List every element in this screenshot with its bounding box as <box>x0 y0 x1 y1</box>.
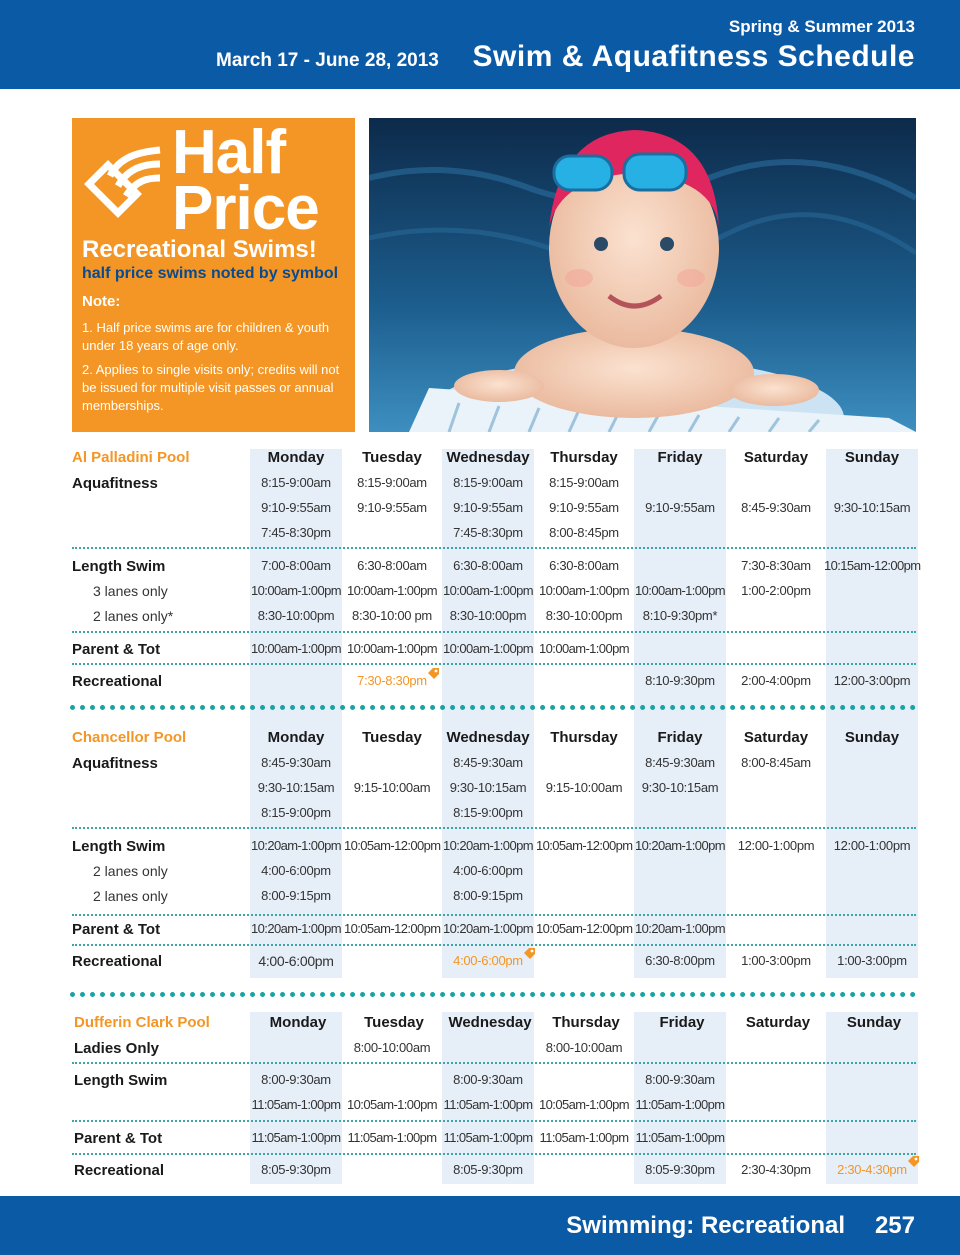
time-cell: 8:10-9:30pm* <box>642 608 718 623</box>
category-ladies-only: Ladies Only <box>74 1040 160 1057</box>
time-cell: 6:30-8:00pm <box>645 953 715 968</box>
day-header: Thursday <box>552 1014 620 1031</box>
time-cell: 8:00-9:30am <box>645 1072 715 1087</box>
time-cell: 8:45-9:30am <box>453 755 523 770</box>
time-cell: 8:00-10:00am <box>545 1040 623 1055</box>
time-cell: 10:00am-1:00pm <box>251 641 341 656</box>
page-title: Swim & Aquafitness Schedule <box>472 40 915 73</box>
half-price-promo <box>72 118 355 432</box>
time-cell: 9:30-10:15am <box>449 780 527 795</box>
time-cell: 11:05am-1:00pm <box>251 1130 341 1145</box>
time-cell: 11:05am-1:00pm <box>635 1130 725 1145</box>
time-cell: 10:00am-1:00pm <box>443 583 533 598</box>
time-cell: 7:00-8:00am <box>261 558 331 573</box>
time-cell: 9:30-10:15am <box>641 780 719 795</box>
promo-half: Half <box>172 118 286 187</box>
half-price-time-cell: 4:00-6:00pm <box>453 953 523 968</box>
day-header: Saturday <box>743 729 809 746</box>
promo-note-2: 2. Applies to single visits only; credits will not be issued for multiple visit passes or annual memberships. <box>82 362 340 413</box>
page-footer <box>0 1196 960 1255</box>
footer-section-label: Swimming: Recreational <box>566 1212 845 1239</box>
promo-note-1: 1. Half price swims are for children & youth under 18 years of age only. <box>82 320 330 353</box>
col-sunday-band <box>824 449 921 978</box>
time-cell: 8:45-9:30am <box>645 755 715 770</box>
time-cell: 8:05-9:30pm <box>645 1162 715 1177</box>
time-cell: 10:05am-12:00pm <box>536 838 633 853</box>
category-parent-tot: Parent & Tot <box>72 641 161 658</box>
time-cell: 8:30-10:00pm <box>545 608 623 623</box>
promo-note-label: Note: <box>82 293 121 310</box>
time-cell: 10:20am-1:00pm <box>635 838 725 853</box>
day-header: Saturday <box>743 449 809 466</box>
half-price-time-cell: 7:30-8:30pm <box>357 673 427 688</box>
category-parent-tot: Parent & Tot <box>74 1130 163 1147</box>
half-price-tag-icon <box>523 948 536 959</box>
day-header: Tuesday <box>362 729 422 746</box>
time-cell: 9:10-9:55am <box>453 500 523 515</box>
row-divider <box>72 1120 916 1122</box>
time-cell: 10:05am-1:00pm <box>347 1097 437 1112</box>
time-cell: 10:20am-1:00pm <box>443 921 533 936</box>
time-cell: 1:00-3:00pm <box>741 953 811 968</box>
time-cell: 8:00-8:45pm <box>549 525 619 540</box>
time-cell: 8:00-10:00am <box>353 1040 431 1055</box>
row-divider <box>72 663 916 665</box>
time-cell: 2:00-4:00pm <box>741 673 811 688</box>
time-cell: 7:45-8:30pm <box>261 525 331 540</box>
category-length-swim: Length Swim <box>72 838 166 855</box>
day-header: Wednesday <box>448 1014 532 1031</box>
time-cell: 11:05am-1:00pm <box>635 1097 725 1112</box>
time-cell: 8:00-9:30am <box>261 1072 331 1087</box>
day-header: Sunday <box>844 449 900 466</box>
date-range: March 17 - June 28, 2013 <box>216 50 439 71</box>
time-cell: 10:00am-1:00pm <box>539 583 629 598</box>
time-cell: 8:00-9:15pm <box>453 888 523 903</box>
pool-title: Dufferin Clark Pool <box>74 1014 210 1031</box>
subcategory-label: 2 lanes only <box>93 863 168 879</box>
time-cell: 4:00-6:00pm <box>261 863 331 878</box>
time-cell: 9:10-9:55am <box>645 500 715 515</box>
section-divider <box>70 705 916 710</box>
time-cell: 8:15-9:00pm <box>261 805 331 820</box>
day-header: Tuesday <box>362 449 422 466</box>
time-cell: 9:15-10:00am <box>353 780 431 795</box>
time-cell: 10:05am-12:00pm <box>344 838 441 853</box>
time-cell: 10:05am-12:00pm <box>344 921 441 936</box>
time-cell: 8:15-9:00pm <box>453 805 523 820</box>
time-cell: 11:05am-1:00pm <box>443 1097 533 1112</box>
time-cell: 9:30-10:15am <box>257 780 335 795</box>
row-divider <box>72 1062 916 1064</box>
day-header: Sunday <box>844 729 900 746</box>
page-header <box>0 0 960 89</box>
time-cell: 12:00-1:00pm <box>833 838 911 853</box>
day-header: Monday <box>269 1014 327 1031</box>
time-cell: 11:05am-1:00pm <box>539 1130 629 1145</box>
day-header: Friday <box>657 729 703 746</box>
col-friday-band <box>634 449 726 978</box>
time-cell: 10:00am-1:00pm <box>347 583 437 598</box>
category-length-swim: Length Swim <box>72 558 166 575</box>
time-cell: 11:05am-1:00pm <box>443 1130 533 1145</box>
day-header: Thursday <box>550 449 618 466</box>
time-cell: 8:30-10:00pm <box>449 608 527 623</box>
time-cell: 6:30-8:00am <box>453 558 523 573</box>
category-parent-tot: Parent & Tot <box>72 921 161 938</box>
time-cell: 8:05-9:30pm <box>453 1162 523 1177</box>
day-header: Thursday <box>550 729 618 746</box>
pool-title: Chancellor Pool <box>72 729 187 746</box>
time-cell: 10:15am-12:00pm <box>824 558 921 573</box>
time-cell: 8:00-8:45am <box>741 755 811 770</box>
time-cell: 1:00-2:00pm <box>741 583 811 598</box>
promo-price: Price <box>172 174 319 243</box>
time-cell: 10:00am-1:00pm <box>443 641 533 656</box>
row-divider <box>72 914 916 916</box>
day-header: Friday <box>659 1014 705 1031</box>
time-cell: 8:15-9:00am <box>549 475 619 490</box>
time-cell: 9:30-10:15am <box>833 500 911 515</box>
day-header: Wednesday <box>446 729 530 746</box>
promo-symbol-note: half price swims noted by symbol <box>82 265 339 282</box>
time-cell: 12:00-1:00pm <box>737 838 815 853</box>
time-cell: 2:30-4:30pm <box>741 1162 811 1177</box>
half-price-time-cell: 2:30-4:30pm <box>837 1162 907 1177</box>
time-cell: 8:45-9:30am <box>741 500 811 515</box>
time-cell: 1:00-3:00pm <box>837 953 907 968</box>
day-header: Friday <box>657 449 703 466</box>
row-divider <box>72 944 916 946</box>
day-header: Monday <box>267 449 325 466</box>
subcategory-label: 3 lanes only <box>93 583 168 599</box>
time-cell: 8:15-9:00am <box>357 475 427 490</box>
category-aquafitness: Aquafitness <box>72 475 158 492</box>
time-cell: 4:00-6:00pm <box>453 863 523 878</box>
subcategory-label: 2 lanes only* <box>93 608 174 624</box>
time-cell: 10:00am-1:00pm <box>347 641 437 656</box>
time-cell: 8:00-9:30am <box>453 1072 523 1087</box>
row-divider <box>72 827 916 829</box>
city-logo-icon <box>80 136 162 218</box>
time-cell: 10:00am-1:00pm <box>539 641 629 656</box>
time-cell: 10:20am-1:00pm <box>251 838 341 853</box>
time-cell: 9:15-10:00am <box>545 780 623 795</box>
time-cell: 10:20am-1:00pm <box>443 838 533 853</box>
time-cell: 10:05am-12:00pm <box>536 921 633 936</box>
category-recreational: Recreational <box>74 1162 165 1179</box>
promo-subtitle: Recreational Swims! <box>82 236 317 263</box>
time-cell: 8:30-10:00pm <box>257 608 335 623</box>
day-header: Wednesday <box>446 449 530 466</box>
half-price-tag-icon <box>427 668 440 679</box>
time-cell: 8:10-9:30pm <box>645 673 715 688</box>
time-cell: 11:05am-1:00pm <box>347 1130 437 1145</box>
time-cell: 8:15-9:00am <box>453 475 523 490</box>
day-header: Monday <box>267 729 325 746</box>
time-cell: 7:45-8:30pm <box>453 525 523 540</box>
category-aquafitness: Aquafitness <box>72 755 158 772</box>
day-header: Saturday <box>745 1014 811 1031</box>
time-cell: 8:30-10:00 pm <box>352 608 432 623</box>
time-cell: 10:05am-1:00pm <box>539 1097 629 1112</box>
time-cell: 9:10-9:55am <box>261 500 331 515</box>
time-cell: 6:30-8:00am <box>549 558 619 573</box>
time-cell: 12:00-3:00pm <box>833 673 911 688</box>
pool-title: Al Palladini Pool <box>72 449 190 466</box>
row-divider <box>72 547 916 549</box>
time-cell: 8:00-9:15pm <box>261 888 331 903</box>
category-recreational: Recreational <box>72 953 163 970</box>
time-cell: 9:10-9:55am <box>357 500 427 515</box>
time-cell: 8:05-9:30pm <box>261 1162 331 1177</box>
subcategory-label: 2 lanes only <box>93 888 168 904</box>
time-cell: 4:00-6:00pm <box>258 953 334 969</box>
half-price-tag-icon <box>907 1156 920 1167</box>
time-cell: 11:05am-1:00pm <box>251 1097 341 1112</box>
time-cell: 9:10-9:55am <box>549 500 619 515</box>
col-sunday-band-3 <box>826 1012 918 1184</box>
time-cell: 10:00am-1:00pm <box>251 583 341 598</box>
time-cell: 8:15-9:00am <box>261 475 331 490</box>
time-cell: 10:20am-1:00pm <box>635 921 725 936</box>
time-cell: 8:45-9:30am <box>261 755 331 770</box>
season-label: Spring & Summer 2013 <box>728 17 915 36</box>
time-cell: 6:30-8:00am <box>357 558 427 573</box>
time-cell: 10:00am-1:00pm <box>635 583 725 598</box>
time-cell: 7:30-8:30am <box>741 558 811 573</box>
category-length-swim: Length Swim <box>74 1072 168 1089</box>
child-swimmer-photo <box>369 118 916 432</box>
page-number: 257 <box>874 1212 915 1239</box>
day-header: Tuesday <box>364 1014 424 1031</box>
category-recreational: Recreational <box>72 673 163 690</box>
time-cell: 10:20am-1:00pm <box>251 921 341 936</box>
day-header: Sunday <box>846 1014 902 1031</box>
section-divider <box>70 992 916 997</box>
row-divider <box>72 631 916 633</box>
row-divider <box>72 1153 916 1155</box>
